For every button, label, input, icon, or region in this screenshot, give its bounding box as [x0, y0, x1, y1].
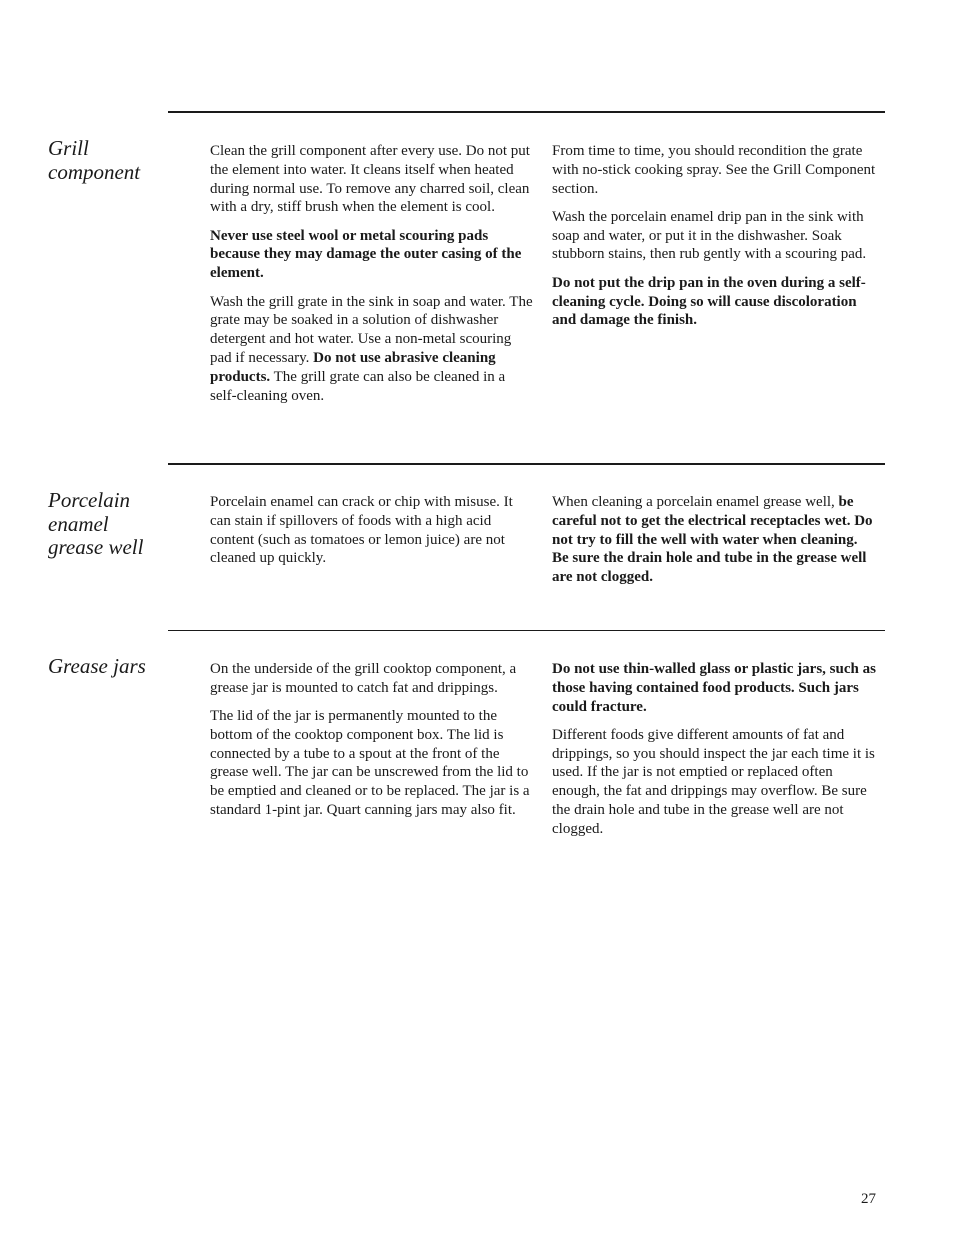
- paragraph: The lid of the jar is permanently mounted to the bottom of the cooktop component box. The lid is connected by a tube to a spout at the front of the grease well. The jar can be unscrewed from the lid to be emptied and cleaned or to be replaced. The jar is a standard 1-pint jar. Quart canning jars may also fit.: [210, 708, 530, 819]
- grill-left-column: [210, 142, 534, 415]
- warning-paragraph: Do not use thin-walled glass or plastic jars, such as those having contained food products. Such jars could fracture.: [552, 661, 876, 715]
- paragraph: From time to time, you should recondition the grate with no-stick cooking spray. See the Grill Component section.: [552, 143, 876, 197]
- jars-left-column: [210, 660, 534, 829]
- paragraph: Different foods give different amounts of fat and drippings, so you should inspect the jar each time it is used. If the jar is not emptied or replaced often enough, the fat and drippings may overflow. Be sure the drain hole and tube in the grease well are not clogged.: [552, 726, 875, 837]
- warning-paragraph: Never use steel wool or metal scouring pads because they may damage the outer casing of the element.: [210, 227, 522, 282]
- section-title-grease-jars: Grease jars: [48, 654, 146, 678]
- paragraph: Wash the porcelain enamel drip pan in the sink with soap and water, or put it in the dishwasher. Soak stubborn stains, then rub gently with a scouring pad.: [552, 208, 867, 263]
- section-divider-jars: [168, 630, 885, 631]
- warning-paragraph: Do not put the drip pan in the oven during a self-cleaning cycle. Doing so will cause discoloration and damage the finish.: [552, 274, 866, 329]
- porcelain-right-column: [552, 493, 876, 596]
- jars-right-column: [552, 660, 876, 848]
- grill-right-column: [552, 142, 876, 340]
- section-title-grill-component: Grill component: [48, 136, 141, 184]
- paragraph: Clean the grill component after every use. Do not put the element into water. It cleans itself when heated during normal use. To remove any charred soil, clean with a dry, stiff brush when the element is cool.: [210, 143, 530, 216]
- section-divider-grill: [168, 111, 885, 113]
- section-divider-porcelain: [168, 463, 885, 465]
- paragraph: Porcelain enamel can crack or chip with misuse. It can stain if spillovers of foods with a high acid content (such as tomatoes or lemon juice) are not cleaned up quickly.: [210, 494, 513, 567]
- porcelain-left-column: [210, 493, 534, 578]
- paragraph: Wash the grill grate in the sink in soap and water. The grate may be soaked in a solution of dishwasher detergent and hot water. Use a non-metal scouring pad if necessary. Do not use abrasive cleaning products. The grill grate can also be cleaned in a self-cleaning oven.: [210, 293, 533, 404]
- section-title-porcelain-grease-well: Porcelain enamel grease well: [48, 488, 144, 559]
- paragraph: On the underside of the grill cooktop component, a grease jar is mounted to catch fat and drippings.: [210, 661, 517, 696]
- page-number: 27: [861, 1191, 876, 1207]
- paragraph: When cleaning a porcelain enamel grease well, be careful not to get the electrical receptacles wet. Do not try to fill the well with water when cleaning. Be sure the drain hole and tube in the grease well are not clogged.: [552, 494, 873, 586]
